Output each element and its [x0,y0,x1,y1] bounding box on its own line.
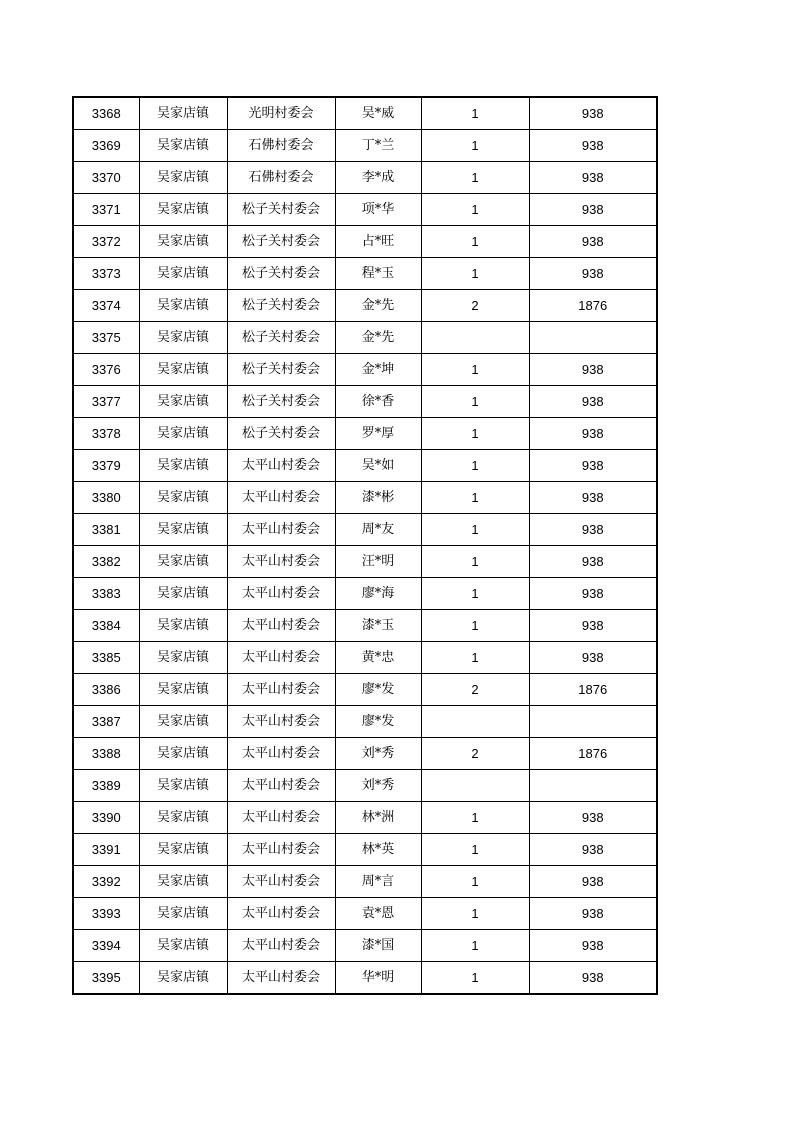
table-row [73,354,657,386]
cell-serial-number: 3391 [73,834,139,866]
table-row [73,322,657,354]
table-row [73,386,657,418]
cell-count: 1 [421,194,529,226]
cell-town: 吴家店镇 [139,610,227,642]
cell-amount: 938 [529,258,657,290]
cell-amount: 938 [529,386,657,418]
cell-town: 吴家店镇 [139,258,227,290]
table-row [73,482,657,514]
table-row [73,546,657,578]
cell-serial-number: 3390 [73,802,139,834]
table-row [73,130,657,162]
cell-person-name: 金*先 [335,290,421,322]
cell-village-committee: 太平山村委会 [227,962,335,995]
cell-count: 2 [421,674,529,706]
cell-count: 1 [421,610,529,642]
cell-town: 吴家店镇 [139,450,227,482]
cell-person-name: 漆*彬 [335,482,421,514]
cell-village-committee: 松子关村委会 [227,194,335,226]
cell-person-name: 金*坤 [335,354,421,386]
table-row [73,802,657,834]
table-row [73,834,657,866]
cell-village-committee: 松子关村委会 [227,258,335,290]
table-row [73,674,657,706]
cell-village-committee: 松子关村委会 [227,418,335,450]
cell-count: 1 [421,130,529,162]
cell-village-committee: 石佛村委会 [227,162,335,194]
cell-person-name: 黄*忠 [335,642,421,674]
cell-count: 1 [421,226,529,258]
table-row [73,770,657,802]
cell-count: 1 [421,962,529,995]
cell-person-name: 廖*海 [335,578,421,610]
cell-serial-number: 3392 [73,866,139,898]
cell-person-name: 林*洲 [335,802,421,834]
cell-serial-number: 3368 [73,97,139,130]
cell-town: 吴家店镇 [139,802,227,834]
cell-serial-number: 3369 [73,130,139,162]
table-row [73,578,657,610]
cell-village-committee: 太平山村委会 [227,770,335,802]
cell-serial-number: 3385 [73,642,139,674]
table-row [73,97,657,130]
cell-count: 1 [421,898,529,930]
cell-amount [529,770,657,802]
cell-count: 2 [421,738,529,770]
cell-count [421,770,529,802]
cell-count: 1 [421,162,529,194]
cell-person-name: 吴*如 [335,450,421,482]
table-row [73,898,657,930]
cell-village-committee: 太平山村委会 [227,514,335,546]
cell-serial-number: 3379 [73,450,139,482]
cell-town: 吴家店镇 [139,482,227,514]
cell-amount: 938 [529,194,657,226]
cell-town: 吴家店镇 [139,930,227,962]
cell-serial-number: 3378 [73,418,139,450]
cell-count: 1 [421,642,529,674]
cell-person-name: 华*明 [335,962,421,995]
cell-amount: 938 [529,546,657,578]
cell-person-name: 漆*玉 [335,610,421,642]
cell-serial-number: 3376 [73,354,139,386]
cell-town: 吴家店镇 [139,514,227,546]
cell-town: 吴家店镇 [139,97,227,130]
cell-count: 1 [421,386,529,418]
cell-person-name: 金*先 [335,322,421,354]
cell-count: 1 [421,354,529,386]
cell-serial-number: 3375 [73,322,139,354]
cell-town: 吴家店镇 [139,130,227,162]
table-row [73,706,657,738]
cell-serial-number: 3371 [73,194,139,226]
cell-person-name: 罗*厚 [335,418,421,450]
cell-town: 吴家店镇 [139,578,227,610]
cell-serial-number: 3381 [73,514,139,546]
cell-count: 1 [421,450,529,482]
cell-person-name: 李*成 [335,162,421,194]
cell-town: 吴家店镇 [139,194,227,226]
cell-amount: 938 [529,226,657,258]
cell-serial-number: 3393 [73,898,139,930]
cell-serial-number: 3377 [73,386,139,418]
cell-serial-number: 3394 [73,930,139,962]
cell-village-committee: 太平山村委会 [227,450,335,482]
table-row [73,930,657,962]
cell-serial-number: 3382 [73,546,139,578]
cell-count [421,706,529,738]
cell-amount: 1876 [529,674,657,706]
cell-village-committee: 太平山村委会 [227,674,335,706]
cell-amount: 938 [529,802,657,834]
cell-amount: 938 [529,418,657,450]
cell-count [421,322,529,354]
cell-town: 吴家店镇 [139,418,227,450]
cell-person-name: 廖*发 [335,674,421,706]
cell-person-name: 袁*恩 [335,898,421,930]
cell-serial-number: 3383 [73,578,139,610]
cell-town: 吴家店镇 [139,162,227,194]
cell-amount: 938 [529,898,657,930]
cell-person-name: 程*玉 [335,258,421,290]
cell-town: 吴家店镇 [139,834,227,866]
table-row [73,162,657,194]
cell-town: 吴家店镇 [139,866,227,898]
cell-serial-number: 3370 [73,162,139,194]
cell-village-committee: 光明村委会 [227,97,335,130]
cell-village-committee: 太平山村委会 [227,578,335,610]
cell-count: 1 [421,802,529,834]
cell-village-committee: 太平山村委会 [227,802,335,834]
cell-town: 吴家店镇 [139,386,227,418]
cell-amount: 1876 [529,738,657,770]
cell-count: 1 [421,578,529,610]
cell-town: 吴家店镇 [139,738,227,770]
cell-person-name: 吴*威 [335,97,421,130]
cell-count: 1 [421,482,529,514]
cell-amount: 938 [529,97,657,130]
cell-person-name: 廖*发 [335,706,421,738]
cell-village-committee: 太平山村委会 [227,834,335,866]
cell-count: 1 [421,97,529,130]
cell-village-committee: 太平山村委会 [227,482,335,514]
cell-amount: 938 [529,930,657,962]
cell-village-committee: 太平山村委会 [227,738,335,770]
cell-village-committee: 松子关村委会 [227,226,335,258]
cell-person-name: 林*英 [335,834,421,866]
table-row [73,450,657,482]
roster-body [73,97,657,994]
cell-amount: 938 [529,482,657,514]
cell-amount: 938 [529,354,657,386]
cell-serial-number: 3372 [73,226,139,258]
cell-person-name: 项*华 [335,194,421,226]
cell-serial-number: 3380 [73,482,139,514]
table-row [73,514,657,546]
table-row [73,610,657,642]
cell-person-name: 周*友 [335,514,421,546]
cell-amount: 938 [529,514,657,546]
cell-town: 吴家店镇 [139,354,227,386]
cell-amount: 938 [529,642,657,674]
cell-town: 吴家店镇 [139,674,227,706]
cell-amount: 938 [529,450,657,482]
cell-town: 吴家店镇 [139,962,227,995]
cell-amount: 938 [529,162,657,194]
cell-person-name: 周*言 [335,866,421,898]
cell-count: 1 [421,546,529,578]
cell-town: 吴家店镇 [139,322,227,354]
cell-person-name: 汪*明 [335,546,421,578]
table-row [73,226,657,258]
cell-count: 1 [421,930,529,962]
table-row [73,738,657,770]
cell-serial-number: 3388 [73,738,139,770]
table-row [73,962,657,995]
cell-amount: 938 [529,866,657,898]
cell-town: 吴家店镇 [139,642,227,674]
cell-village-committee: 太平山村委会 [227,546,335,578]
cell-person-name: 刘*秀 [335,738,421,770]
cell-village-committee: 太平山村委会 [227,930,335,962]
table-row [73,258,657,290]
cell-amount: 938 [529,610,657,642]
table-row [73,642,657,674]
cell-count: 1 [421,514,529,546]
cell-serial-number: 3374 [73,290,139,322]
cell-count: 1 [421,258,529,290]
cell-village-committee: 松子关村委会 [227,354,335,386]
cell-town: 吴家店镇 [139,706,227,738]
cell-count: 1 [421,866,529,898]
table-row [73,866,657,898]
table-row [73,194,657,226]
table-row [73,418,657,450]
cell-person-name: 刘*秀 [335,770,421,802]
cell-person-name: 丁*兰 [335,130,421,162]
cell-serial-number: 3395 [73,962,139,995]
cell-count: 1 [421,834,529,866]
cell-village-committee: 太平山村委会 [227,898,335,930]
cell-person-name: 徐*香 [335,386,421,418]
cell-amount [529,322,657,354]
cell-town: 吴家店镇 [139,770,227,802]
cell-amount: 938 [529,578,657,610]
cell-town: 吴家店镇 [139,546,227,578]
cell-amount: 938 [529,130,657,162]
cell-amount: 1876 [529,290,657,322]
cell-village-committee: 松子关村委会 [227,322,335,354]
cell-serial-number: 3389 [73,770,139,802]
cell-village-committee: 太平山村委会 [227,642,335,674]
cell-amount: 938 [529,962,657,995]
table-row [73,290,657,322]
cell-serial-number: 3387 [73,706,139,738]
cell-person-name: 占*旺 [335,226,421,258]
cell-village-committee: 松子关村委会 [227,386,335,418]
cell-person-name: 漆*国 [335,930,421,962]
cell-serial-number: 3373 [73,258,139,290]
cell-count: 2 [421,290,529,322]
cell-village-committee: 太平山村委会 [227,706,335,738]
cell-town: 吴家店镇 [139,226,227,258]
cell-town: 吴家店镇 [139,898,227,930]
cell-amount [529,706,657,738]
cell-village-committee: 石佛村委会 [227,130,335,162]
cell-amount: 938 [529,834,657,866]
cell-serial-number: 3386 [73,674,139,706]
cell-count: 1 [421,418,529,450]
cell-town: 吴家店镇 [139,290,227,322]
cell-serial-number: 3384 [73,610,139,642]
cell-village-committee: 太平山村委会 [227,866,335,898]
cell-village-committee: 太平山村委会 [227,610,335,642]
subsidy-roster-table [72,96,658,995]
cell-village-committee: 松子关村委会 [227,290,335,322]
